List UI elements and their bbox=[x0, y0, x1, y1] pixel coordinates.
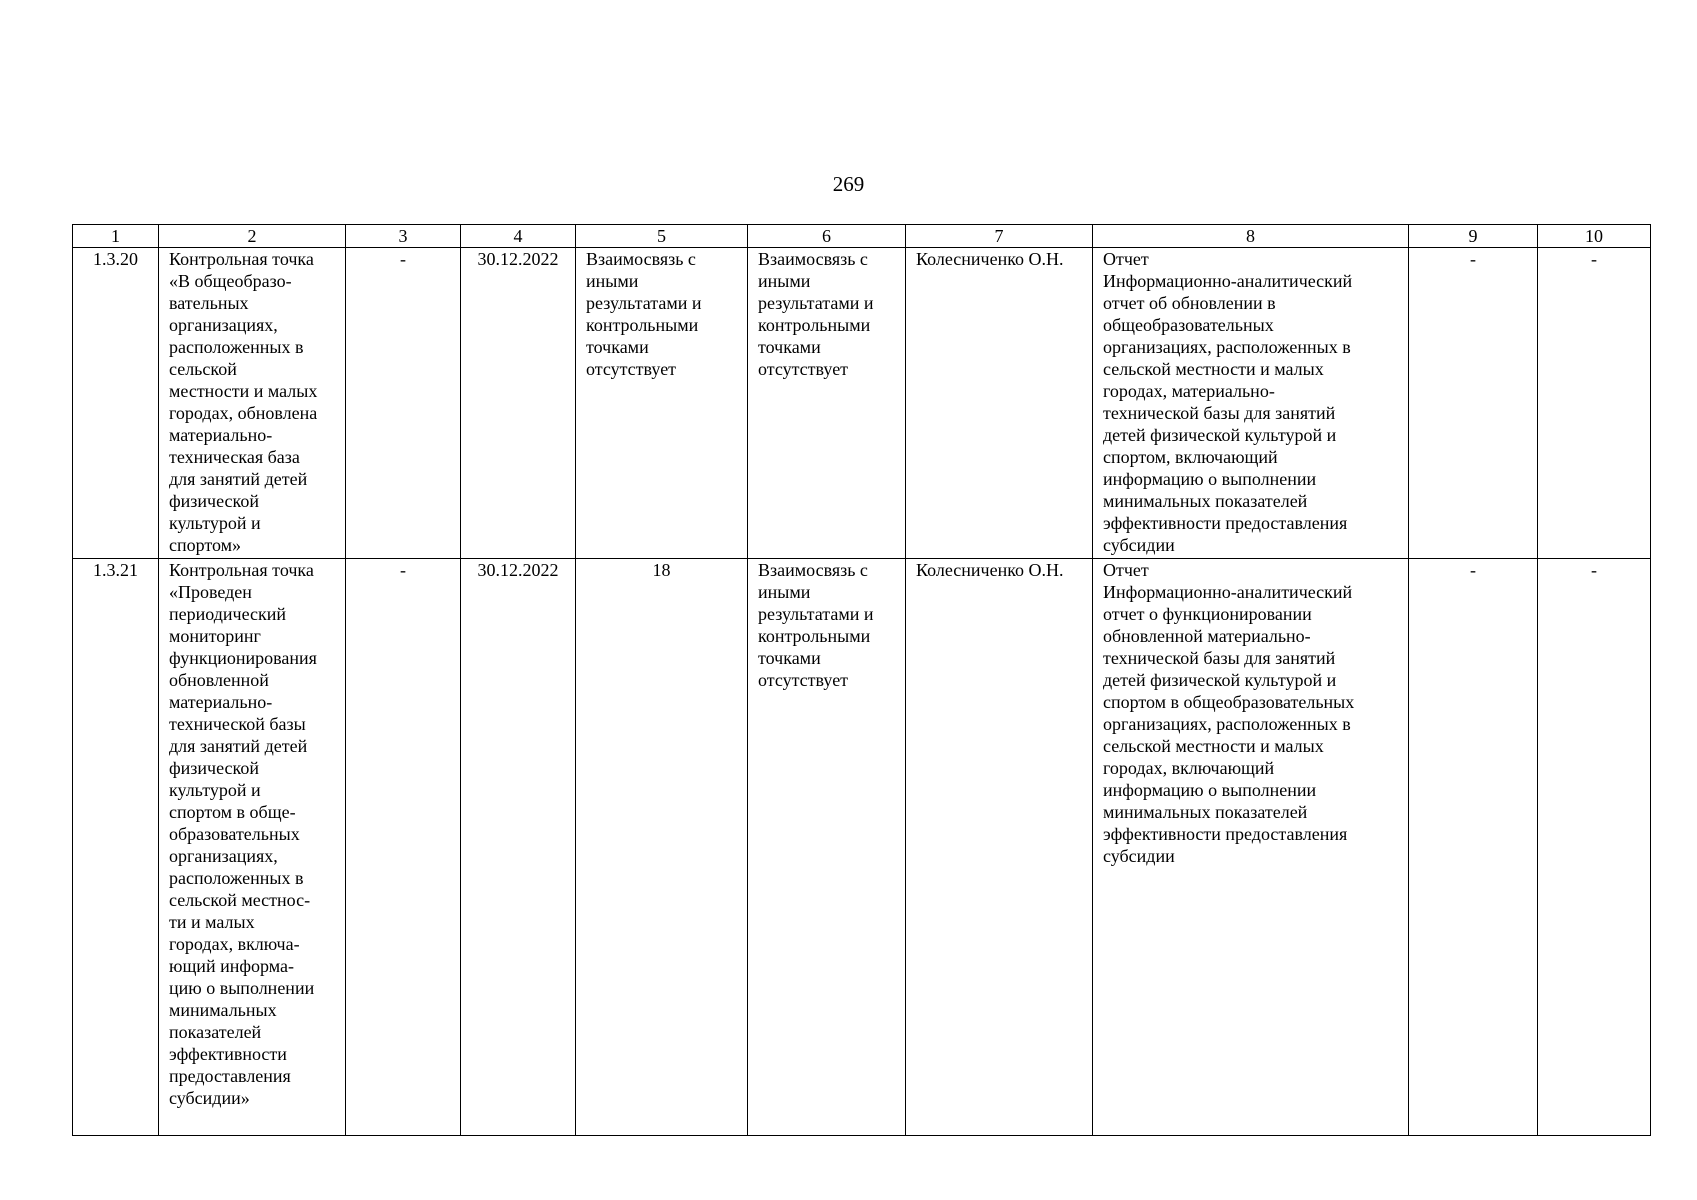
column-header: 3 bbox=[346, 225, 461, 248]
page-number: 269 bbox=[832, 172, 865, 196]
column-header: 1 bbox=[73, 225, 159, 248]
column-9-value: - bbox=[1409, 248, 1538, 559]
column-header: 9 bbox=[1409, 225, 1538, 248]
column-header: 5 bbox=[576, 225, 748, 248]
column-3-value: - bbox=[346, 559, 461, 1136]
row-number: 1.3.20 bbox=[73, 248, 159, 559]
column-5-value: Взаимосвязь с иными результатами и контрольными точками отсутствует bbox=[576, 248, 748, 559]
column-header: 4 bbox=[461, 225, 576, 248]
control-points-table bbox=[72, 224, 1651, 1136]
column-header: 7 bbox=[906, 225, 1093, 248]
column-3-value: - bbox=[346, 248, 461, 559]
table-header-row bbox=[73, 225, 1651, 248]
row-number: 1.3.21 bbox=[73, 559, 159, 1136]
column-header: 2 bbox=[159, 225, 346, 248]
responsible-person: Колесниченко О.Н. bbox=[906, 248, 1093, 559]
responsible-person: Колесниченко О.Н. bbox=[906, 559, 1093, 1136]
control-point-name: Контрольная точка «Проведен периодический мониторинг функционирования обновленной материально- технической базы для занятий детей физической культурой и спортом в обще- образовательных организациях, расположенных в сельской местнос- ти и малых городах, включа- ющий информа- цию о выполнении минимальных показателей эффективности предоставления субсидии» bbox=[159, 559, 346, 1136]
column-header: 10 bbox=[1538, 225, 1651, 248]
due-date: 30.12.2022 bbox=[461, 559, 576, 1136]
column-header: 8 bbox=[1093, 225, 1409, 248]
column-10-value: - bbox=[1538, 248, 1651, 559]
column-header: 6 bbox=[748, 225, 906, 248]
document-description: Отчет Информационно-аналитический отчет о функционировании обновленной материально- технической базы для занятий детей физической культурой и спортом в общеобразовательных организациях, расположенных в сельской местности и малых городах, включающий информацию о выполнении минимальных показателей эффективности предоставления субсидии bbox=[1093, 559, 1409, 1136]
column-9-value: - bbox=[1409, 559, 1538, 1136]
table-row bbox=[73, 559, 1651, 1136]
due-date: 30.12.2022 bbox=[461, 248, 576, 559]
control-point-name: Контрольная точка «В общеобразо- вательных организациях, расположенных в сельской местности и малых городах, обновлена материально- техническая база для занятий детей физической культурой и спортом» bbox=[159, 248, 346, 559]
column-10-value: - bbox=[1538, 559, 1651, 1136]
table-row bbox=[73, 248, 1651, 559]
column-5-value: 18 bbox=[576, 559, 748, 1136]
column-6-value: Взаимосвязь с иными результатами и контрольными точками отсутствует bbox=[748, 248, 906, 559]
document-description: Отчет Информационно-аналитический отчет об обновлении в общеобразовательных организациях, расположенных в сельской местности и малых городах, материально- технической базы для занятий детей физической культурой и спортом, включающий информацию о выполнении минимальных показателей эффективности предоставления субсидии bbox=[1093, 248, 1409, 559]
column-6-value: Взаимосвязь с иными результатами и контрольными точками отсутствует bbox=[748, 559, 906, 1136]
